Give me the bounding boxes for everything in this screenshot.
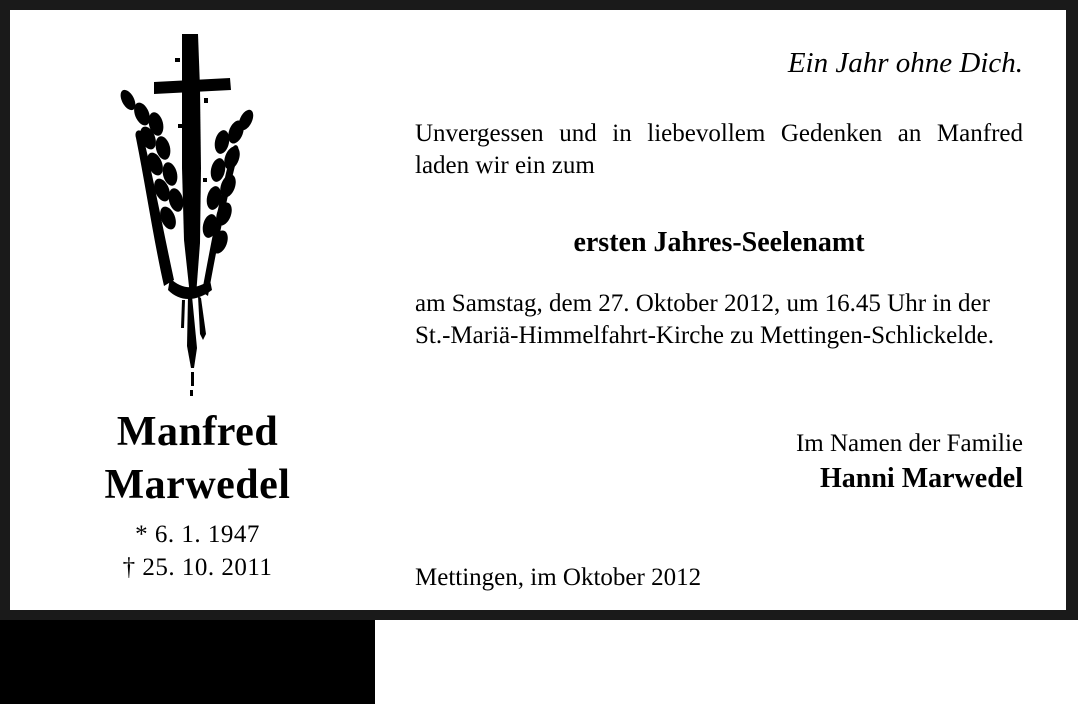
service-title: ersten Jahres-Seelenamt [573,227,865,258]
intro-paragraph: Unvergessen und in liebevollem Gedenken an Manfred laden wir ein zum [415,120,1023,179]
family-label: Im Namen der Familie [795,430,1023,457]
deceased-first-name: Manfred [116,409,279,455]
cross-with-wheat-ears-icon [70,28,300,398]
birth-date: * 6. 1. 1947 [135,521,260,548]
deceased-last-name: Marwedel [104,462,291,508]
place-and-date: Mettingen, im Oktober 2012 [415,564,702,591]
obituary-card [10,10,1066,610]
deceased-name-block [10,406,385,584]
service-details: am Samstag, dem 27. Oktober 2012, um 16.45 Uhr in der St.-Mariä-Himmelfahrt-Kirche zu Mettingen-Schlickelde. [415,290,994,349]
bottom-black-bar [0,620,375,704]
right-column [415,10,1040,610]
deceased-dates [10,518,385,584]
headline: Ein Jahr ohne Dich. [787,47,1023,79]
family-name: Hanni Marwedel [820,463,1023,494]
left-column [10,10,385,610]
family-block [415,428,1023,498]
death-date: † 25. 10. 2011 [122,554,273,581]
